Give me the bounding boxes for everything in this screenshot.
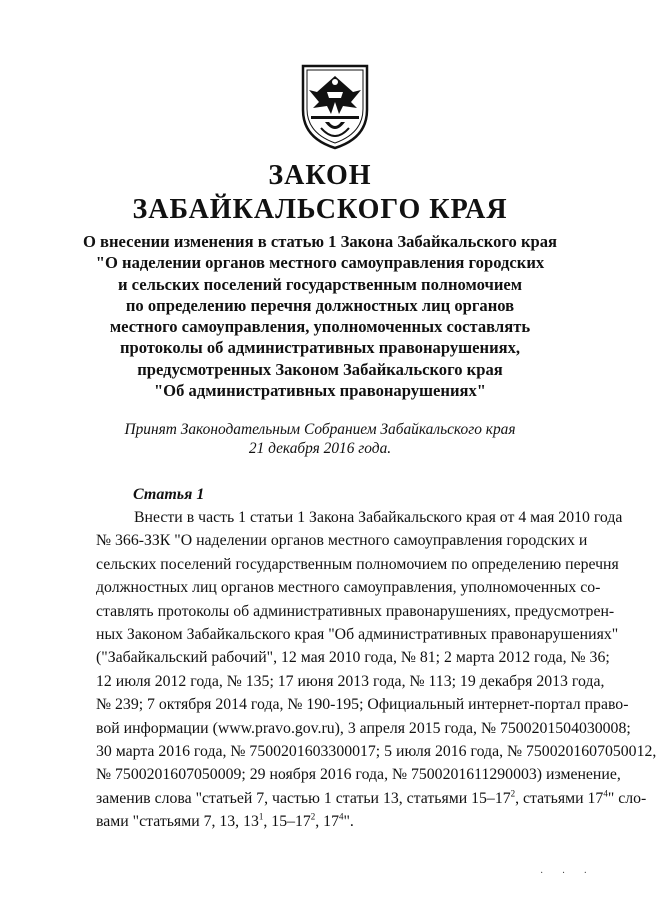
- article-line: должностных лиц органов местного самоуправления, уполномоченных со-: [96, 579, 601, 597]
- article-line: № 7500201607050009; 29 ноября 2016 года, № 7500201611290003) изменение,: [96, 766, 621, 784]
- article-line: Внести в часть 1 статьи 1 Закона Забайкальского края от 4 мая 2010 года: [134, 509, 623, 526]
- zabaykalsky-coat-of-arms-icon: [297, 62, 373, 150]
- adoption-body: Принят Законодательным Собранием Забайкальского края: [124, 421, 516, 438]
- adoption-date: 21 декабря 2016 года.: [248, 440, 392, 457]
- article-line: [96, 787, 647, 810]
- article-line: № 239; 7 октября 2014 года, № 190-195; Официальный интернет-портал право-: [96, 696, 629, 714]
- article-line: ("Забайкальский рабочий", 12 мая 2010 года, № 81; 2 марта 2012 года, № 36;: [96, 649, 610, 667]
- law-region-title: ЗАБАЙКАЛЬСКОГО КРАЯ: [132, 194, 508, 225]
- subtitle-line: местного самоуправления, уполномоченных составлять: [109, 317, 531, 337]
- text-run: , статьями 17: [515, 789, 604, 807]
- article-line: ставлять протоколы об административных правонарушениях, предусмотрен-: [96, 602, 615, 620]
- adoption-note: [60, 420, 580, 458]
- article-line: 30 марта 2016 года, № 7500201603300017; 5 июля 2016 года, № 7500201607050012,: [96, 743, 656, 761]
- subtitle-line: протоколы об административных правонарушениях,: [119, 338, 521, 358]
- superscript: 1: [258, 812, 264, 823]
- text-run: , 15–17: [263, 813, 311, 831]
- article-line: сельских поселений государственным полномочием по определению перечня: [96, 555, 619, 573]
- subtitle-line: О внесении изменения в статью 1 Закона Забайкальского края: [82, 232, 558, 251]
- superscript: 4: [338, 812, 344, 823]
- article-line: 12 июля 2012 года, № 135; 17 июня 2013 года, № 113; 19 декабря 2013 года,: [96, 672, 605, 690]
- text-run: вами "статьями 7, 13, 13: [96, 813, 259, 831]
- article-heading: Статья 1: [133, 486, 205, 503]
- law-title: ЗАКОН: [268, 160, 372, 191]
- article-line: вой информации (www.pravo.gov.ru), 3 апреля 2015 года, № 7500201504030008;: [96, 719, 631, 737]
- superscript: 2: [510, 788, 516, 799]
- text-run: , 17: [315, 813, 339, 831]
- text-run: заменив слова "статьей 7, частью 1 статьи 13, статьями 15–17: [96, 789, 511, 807]
- article-line: № 366-ЗЗК "О наделении органов местного самоуправления городских и: [96, 532, 588, 550]
- article-body: [96, 506, 656, 834]
- subtitle-line: "О наделении органов местного самоуправления городских: [95, 253, 545, 273]
- law-subtitle: [60, 231, 580, 401]
- superscript: 4: [603, 788, 608, 799]
- text-run: ".: [343, 813, 354, 831]
- subtitle-line: по определению перечня должностных лиц органов: [125, 295, 515, 315]
- article-line: [96, 810, 578, 833]
- superscript: 2: [310, 812, 316, 823]
- subtitle-line: предусмотренных Законом Забайкальского края: [137, 359, 503, 379]
- text-run: " сло-: [607, 789, 647, 807]
- subtitle-line: и сельских поселений государственным полномочием: [117, 274, 523, 294]
- scan-artifact-marks: · · ·: [540, 868, 595, 879]
- article-line: ных Законом Забайкальского края "Об административных правонарушениях": [96, 626, 619, 644]
- subtitle-line: "Об административных правонарушениях": [153, 381, 487, 401]
